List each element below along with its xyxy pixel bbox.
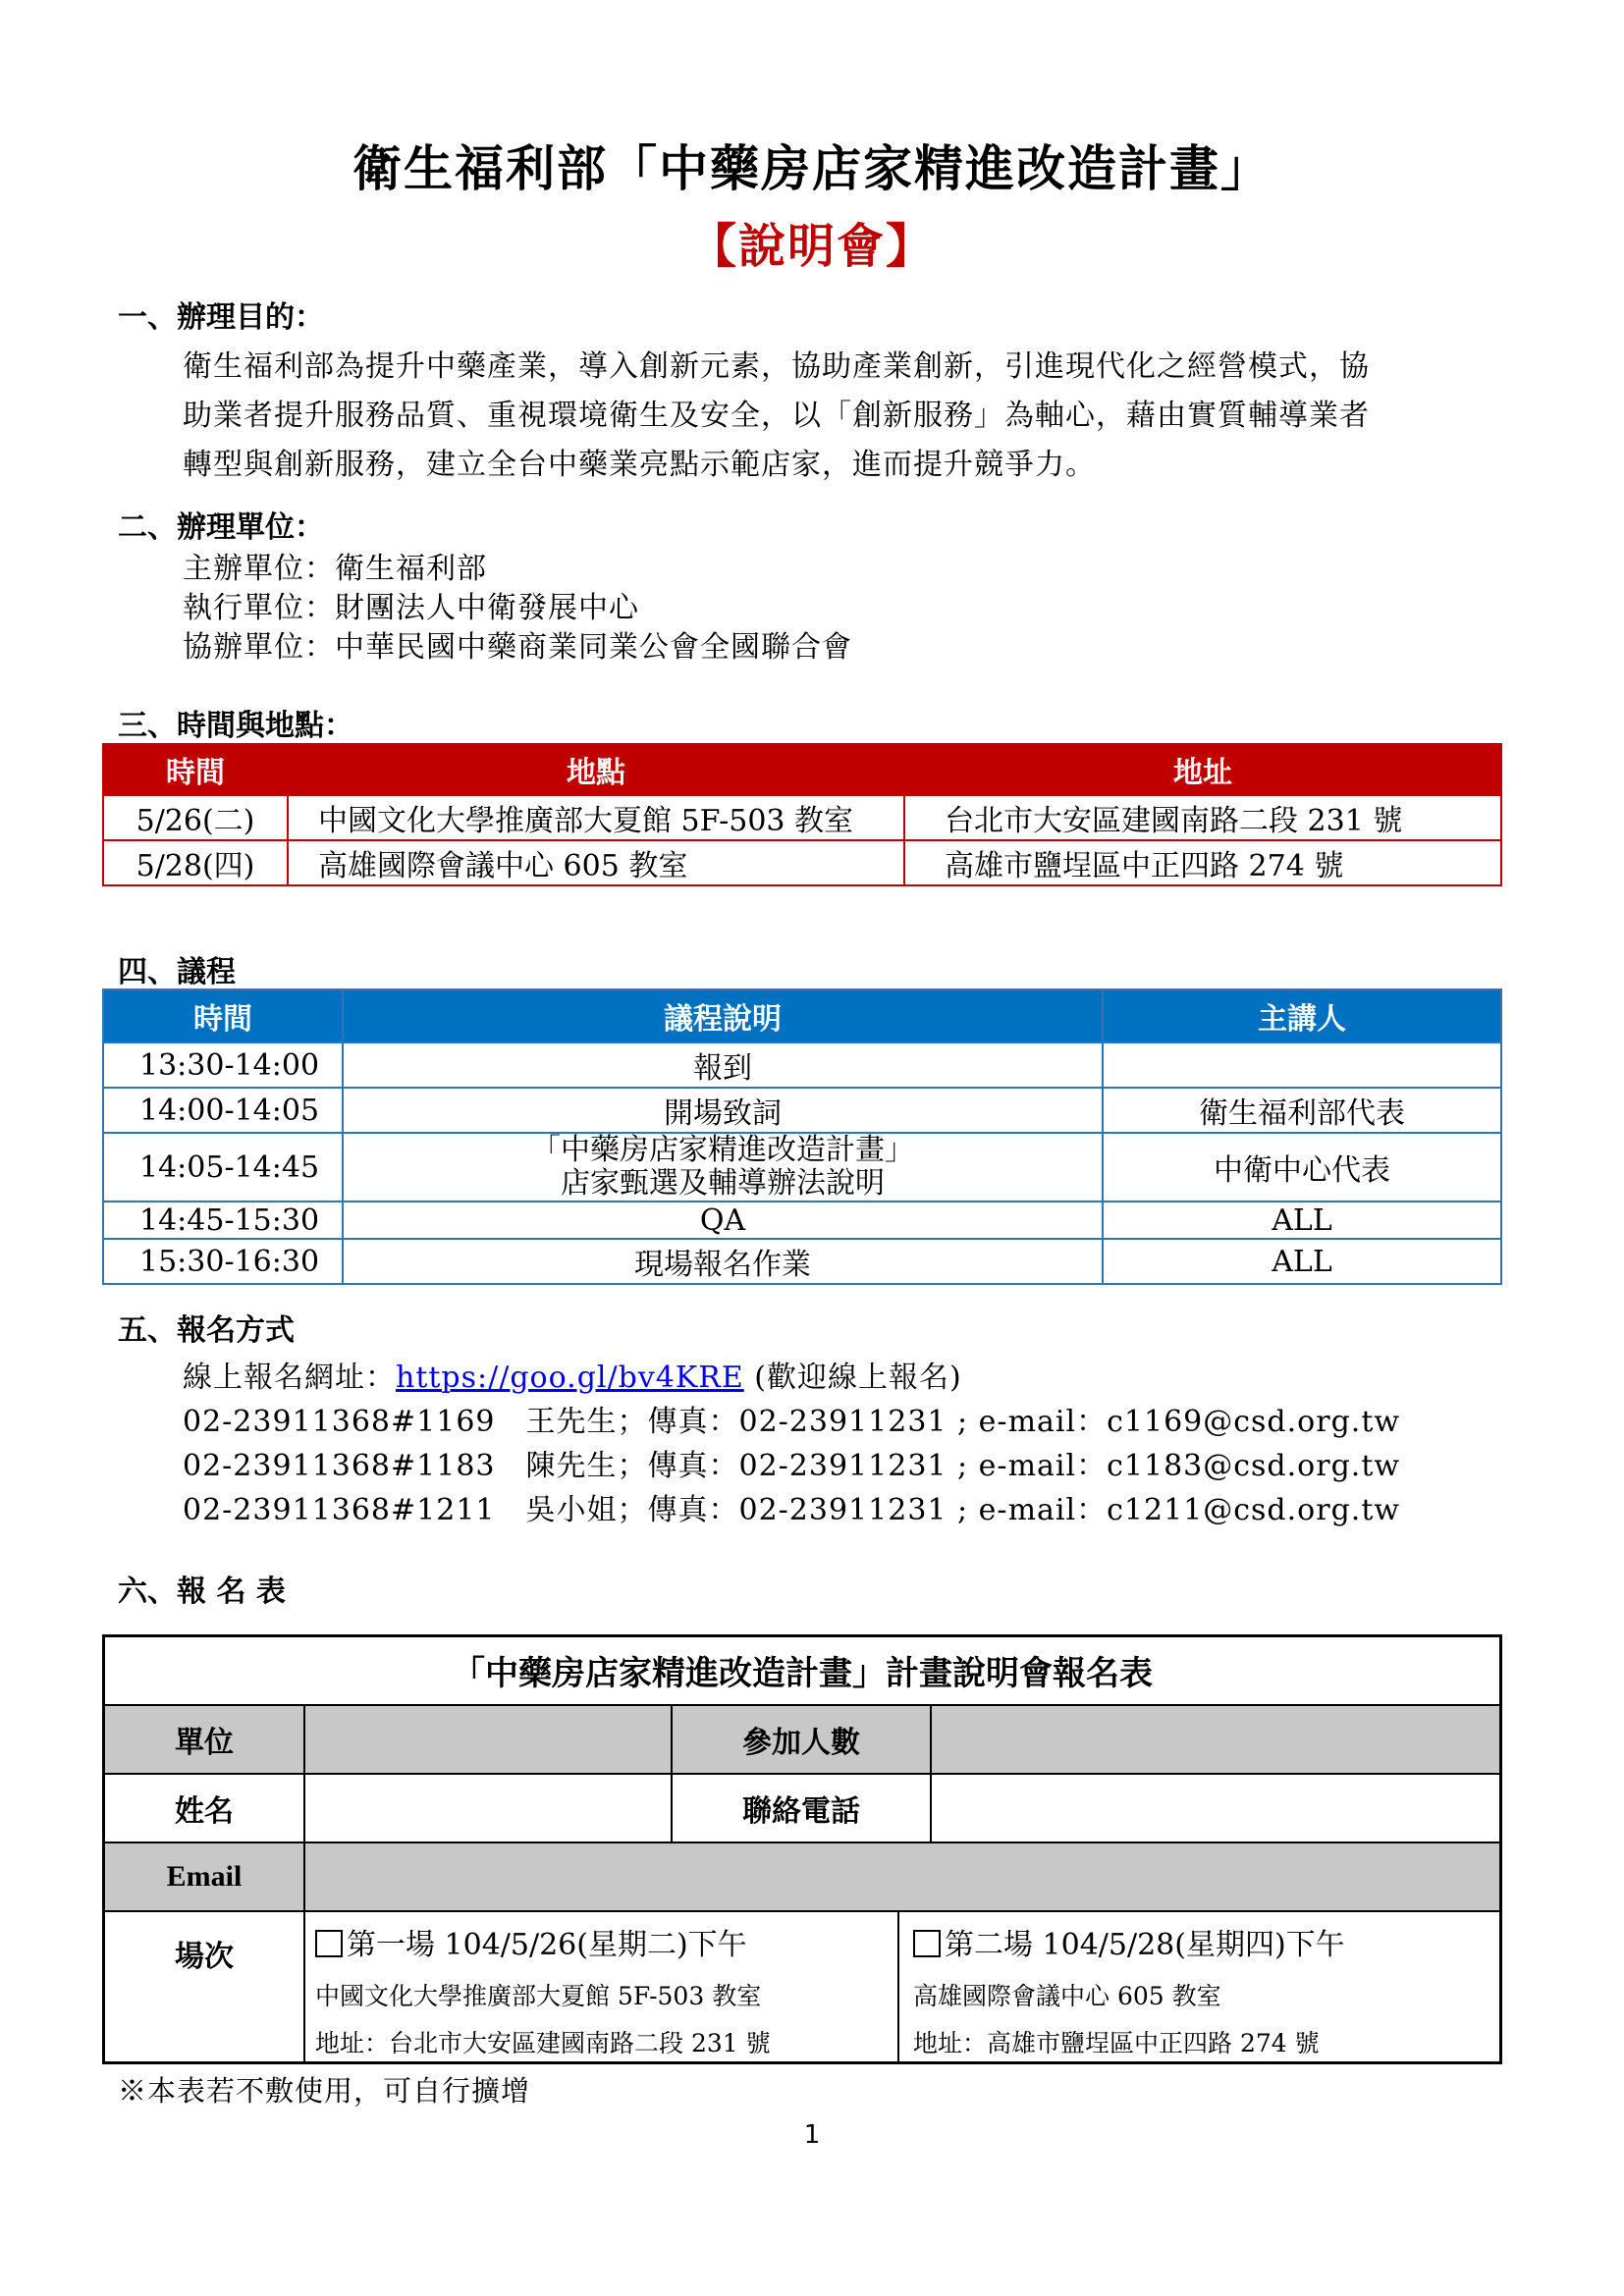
- session-1-title-row: [315, 1920, 897, 1963]
- session-2-title-row: [913, 1920, 1499, 1963]
- form-title: 「中藥房店家精進改造計畫」計畫說明會報名表: [104, 1636, 1501, 1705]
- table-cell: 14:00-14:05: [103, 1088, 343, 1133]
- column-header-address: 地址: [904, 744, 1501, 795]
- purpose-line-1: 衛生福利部為提升中藥產業，導入創新元素，協助產業創新，引進現代化之經營模式，協: [183, 349, 1370, 384]
- table-cell: 高雄市鹽埕區中正四路 274 號: [904, 840, 1501, 885]
- table-cell: 開場致詞: [343, 1088, 1103, 1133]
- table-cell: 5/26(二): [103, 795, 288, 840]
- page-number: 1: [803, 2120, 821, 2150]
- session-2-title: 第二場 104/5/28(星期四)下午: [945, 1927, 1345, 1962]
- column-header-time: 時間: [103, 744, 288, 795]
- table-row: [103, 1088, 1501, 1133]
- column-header-agenda: 議程說明: [343, 989, 1103, 1042]
- table-header-row: [103, 989, 1501, 1042]
- section-1-heading: 一、辦理目的：: [118, 300, 324, 335]
- agenda-line-2: 店家甄選及輔導辦法說明: [561, 1166, 885, 1201]
- email-field[interactable]: [304, 1842, 1501, 1911]
- form-note: ※本表若不敷使用，可自行擴增: [118, 2074, 531, 2108]
- registration-link[interactable]: https://goo.gl/bv4KRE: [396, 1361, 744, 1395]
- table-cell: 報到: [343, 1042, 1103, 1088]
- purpose-line-3: 轉型與創新服務，建立全台中藥業亮點示範店家，進而提升競爭力。: [183, 448, 1096, 482]
- table-cell: [1103, 1042, 1501, 1088]
- session-1-title: 第一場 104/5/26(星期二)下午: [347, 1927, 747, 1962]
- session-options-cell: [304, 1911, 1501, 2063]
- session-option-2[interactable]: [899, 1912, 1499, 2061]
- table-row: [103, 1239, 1501, 1284]
- table-cell: 中國文化大學推廣部大夏館 5F-503 教室: [288, 795, 904, 840]
- table-cell: 15:30-16:30: [103, 1239, 343, 1284]
- table-cell: [343, 1133, 1103, 1201]
- session-1-address: 地址：台北市大安區建國南路二段 231 號: [315, 2028, 771, 2057]
- session-1-checkbox[interactable]: [315, 1930, 343, 1957]
- table-cell: 5/28(四): [103, 840, 288, 885]
- phone-label: 聯絡電話: [672, 1774, 931, 1842]
- table-row: [103, 1201, 1501, 1239]
- page-title: 衛生福利部「中藥房店家精進改造計畫」: [352, 139, 1272, 197]
- session-option-1[interactable]: [305, 1912, 899, 2061]
- contact-line-1: 02-23911368#1169 王先生；傳真：02-23911231 ; e-mail：c1169@csd.org.tw: [183, 1405, 1401, 1439]
- form-row-email: [104, 1842, 1501, 1911]
- table-cell: QA: [343, 1201, 1103, 1239]
- unit-label: 單位: [104, 1705, 305, 1774]
- name-label: 姓名: [104, 1774, 305, 1842]
- table-cell: 高雄國際會議中心 605 教室: [288, 840, 904, 885]
- online-note: (歡迎線上報名): [754, 1361, 962, 1395]
- session-label: 場次: [104, 1911, 305, 2063]
- table-row: [103, 1042, 1501, 1088]
- online-registration-line: [183, 1353, 962, 1396]
- session-2-address: 地址：高雄市鹽埕區中正四路 274 號: [913, 2028, 1320, 2057]
- section-3-heading: 三、時間與地點：: [118, 709, 353, 743]
- table-row: [103, 1133, 1501, 1201]
- name-field[interactable]: [304, 1774, 672, 1842]
- count-label: 參加人數: [672, 1705, 931, 1774]
- organizer-line-3: 協辦單位：中華民國中藥商業同業公會全國聯合會: [183, 630, 852, 665]
- table-cell: 13:30-14:00: [103, 1042, 343, 1088]
- purpose-line-2: 助業者提升服務品質、重視環境衛生及安全，以「創新服務」為軸心，藉由實質輔導業者: [183, 399, 1370, 433]
- table-cell: ALL: [1103, 1239, 1501, 1284]
- online-label: 線上報名網址：: [183, 1361, 396, 1395]
- agenda-table: [102, 988, 1502, 1285]
- column-header-speaker: 主講人: [1103, 989, 1501, 1042]
- session-2-place: 高雄國際會議中心 605 教室: [913, 1981, 1221, 2010]
- contact-line-3: 02-23911368#1211 吳小姐；傳真：02-23911231 ; e-mail：c1211@csd.org.tw: [183, 1493, 1401, 1527]
- registration-form-table: [102, 1634, 1502, 2064]
- phone-field[interactable]: [931, 1774, 1501, 1842]
- section-2-heading: 二、辦理單位：: [118, 510, 324, 545]
- form-row-name: [104, 1774, 1501, 1842]
- schedule-location-table: [102, 743, 1502, 886]
- table-cell: 14:05-14:45: [103, 1133, 343, 1201]
- table-row: [103, 795, 1501, 840]
- organizer-line-1: 主辦單位：衛生福利部: [183, 552, 487, 586]
- form-row-session: [104, 1911, 1501, 2063]
- page-subtitle: 【說明會】: [688, 219, 935, 274]
- table-header-row: [103, 744, 1501, 795]
- section-4-heading: 四、議程: [118, 955, 236, 989]
- table-cell: ALL: [1103, 1201, 1501, 1239]
- form-row-unit: [104, 1705, 1501, 1774]
- column-header-place: 地點: [288, 744, 904, 795]
- session-1-place: 中國文化大學推廣部大夏館 5F-503 教室: [315, 1981, 762, 2010]
- table-cell: 現場報名作業: [343, 1239, 1103, 1284]
- section-5-heading: 五、報名方式: [118, 1313, 295, 1348]
- table-cell: 衛生福利部代表: [1103, 1088, 1501, 1133]
- table-cell: 台北市大安區建國南路二段 231 號: [904, 795, 1501, 840]
- table-cell: 14:45-15:30: [103, 1201, 343, 1239]
- session-2-checkbox[interactable]: [913, 1930, 941, 1957]
- email-label: Email: [104, 1842, 305, 1911]
- count-field[interactable]: [931, 1705, 1501, 1774]
- unit-field[interactable]: [304, 1705, 672, 1774]
- table-row: [103, 840, 1501, 885]
- form-title-row: [104, 1636, 1501, 1705]
- section-6-heading: 六、報 名 表: [118, 1575, 286, 1609]
- column-header-time: 時間: [103, 989, 343, 1042]
- agenda-line-1: 「中藥房店家精進改造計畫」: [531, 1133, 914, 1167]
- contact-line-2: 02-23911368#1183 陳先生；傳真：02-23911231 ; e-mail：c1183@csd.org.tw: [183, 1449, 1401, 1483]
- table-cell: 中衛中心代表: [1103, 1133, 1501, 1201]
- organizer-line-2: 執行單位：財團法人中衛發展中心: [183, 591, 639, 625]
